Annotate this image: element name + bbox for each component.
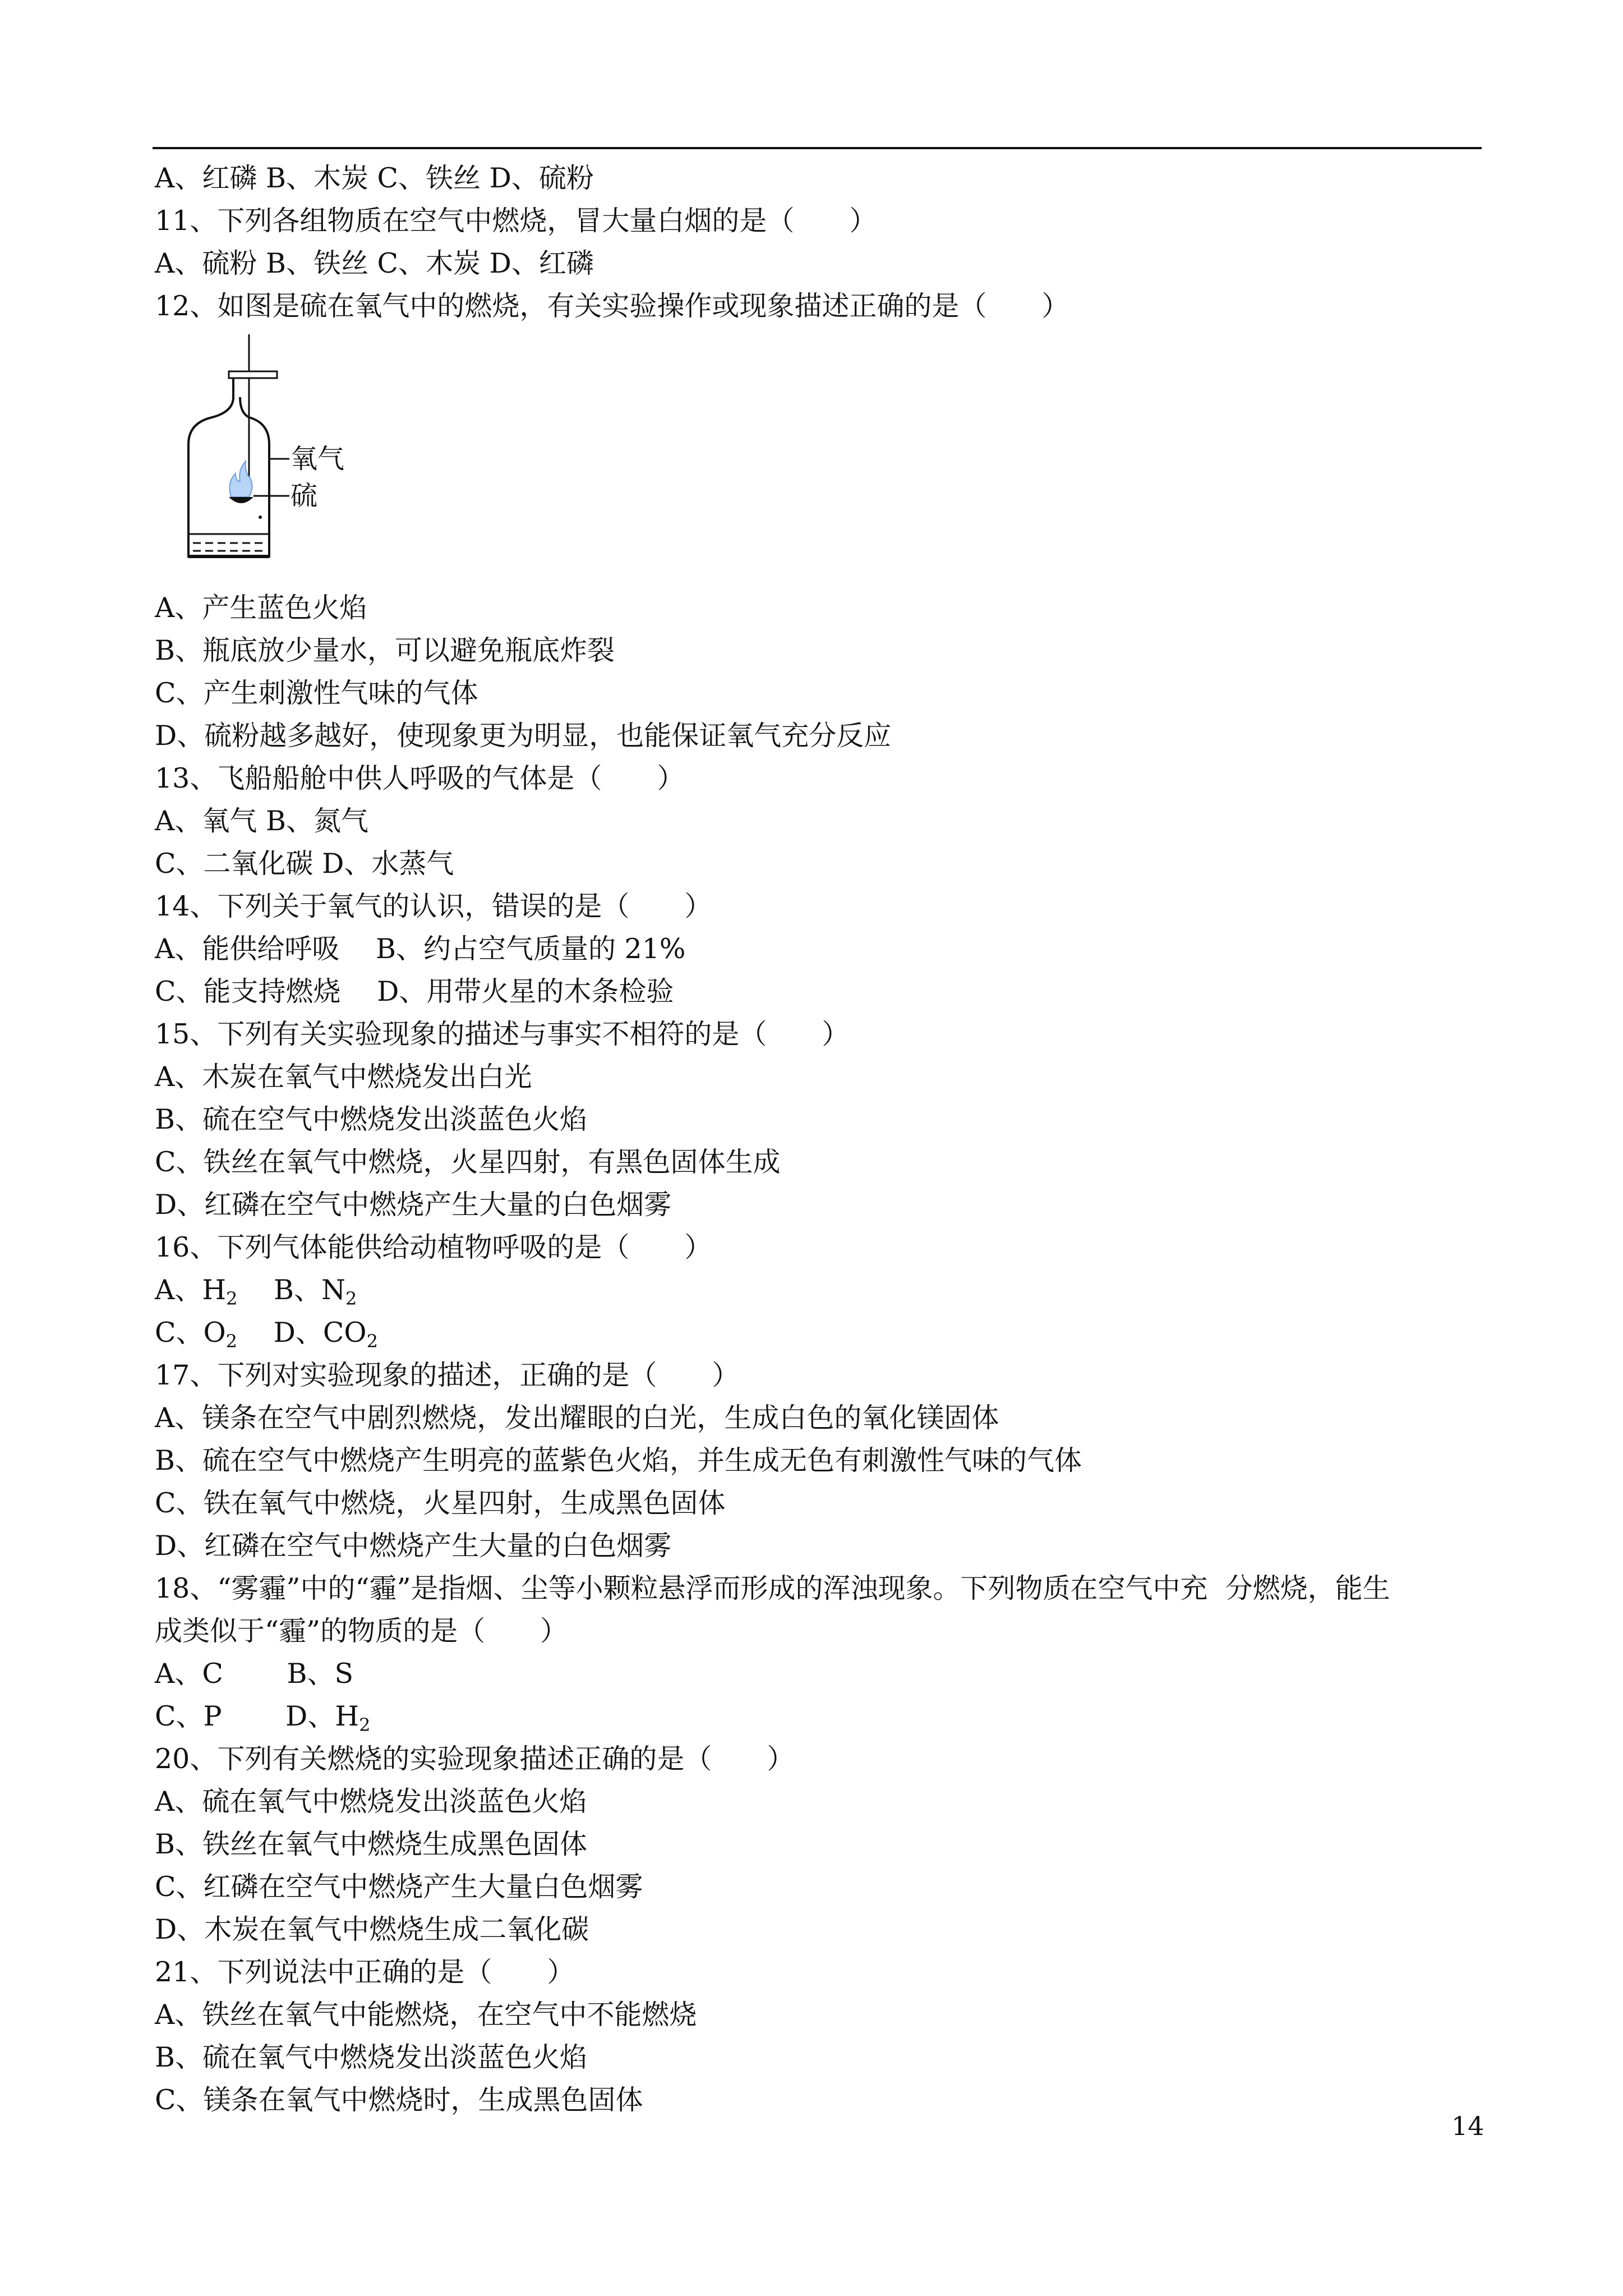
q18-question: 18、“雾霾”中的“霾”是指烟、尘等小颗粒悬浮而形成的浑浊现象。下列物质在空气中充 分燃烧，能生 <box>155 1572 1390 1604</box>
sulfur-combustion-figure <box>179 334 359 567</box>
gas-bottle <box>188 378 269 556</box>
q20-option-a: A、硫在氧气中燃烧发出淡蓝色火焰 <box>155 1786 587 1818</box>
q17-option-b: B、硫在空气中燃烧产生明亮的蓝紫色火焰，并生成无色有刺激性气味的气体 <box>155 1444 1082 1476</box>
q10-options: A、红磷 B、木炭 C、铁丝 D、硫粉 <box>155 162 594 194</box>
q21-option-b: B、硫在氧气中燃烧发出淡蓝色火焰 <box>155 2041 588 2073</box>
q13-options-row1: A、氧气 B、氮气 <box>155 805 368 837</box>
q14-question: 14、下列关于氧气的认识，错误的是（ ） <box>155 890 712 922</box>
spoon-bowl <box>229 497 253 503</box>
q17-option-a: A、镁条在空气中剧烈燃烧，发出耀眼的白光，生成白色的氧化镁固体 <box>155 1402 999 1434</box>
q11-options: A、硫粉 B、铁丝 C、木炭 D、红磷 <box>155 247 594 279</box>
q16-options-row1: A、$H_2$ B、$N_2$ <box>155 1274 357 1309</box>
q20-question: 20、下列有关燃烧的实验现象描述正确的是（ ） <box>155 1743 795 1775</box>
q17-option-c: C、铁在氧气中燃烧，火星四射，生成黑色固体 <box>155 1487 726 1519</box>
q13-options-row2: C、二氧化碳 D、水蒸气 <box>155 848 454 880</box>
q18-options-row2: C、P D、$H_2$ <box>155 1700 371 1736</box>
bottle-stopper <box>229 371 277 378</box>
q17-option-d: D、红磷在空气中燃烧产生大量的白色烟雾 <box>155 1530 672 1562</box>
q18-options-row1: A、C B、S <box>155 1658 354 1690</box>
q12-question: 12、如图是硫在氧气中的燃烧，有关实验操作或现象描述正确的是（ ） <box>155 290 1069 322</box>
q20-option-c: C、红磷在空气中燃烧产生大量白色烟雾 <box>155 1871 643 1903</box>
q14-options-row2: C、能支持燃烧 D、用带火星的木条检验 <box>155 976 674 1007</box>
q16-options-row2: C、$O_2$ D、$CO_2$ <box>155 1317 378 1352</box>
q14-options-row1: A、能供给呼吸 B、约占空气质量的 21% <box>155 933 686 965</box>
q12-option-c: C、产生刺激性气味的气体 <box>155 677 478 709</box>
oxygen-label: 氧气 <box>291 443 345 475</box>
q15-option-b: B、硫在空气中燃烧发出淡蓝色火焰 <box>155 1103 588 1135</box>
header-rule <box>153 147 1482 149</box>
q18-question-cont: 成类似于“霾”的物质的是（ ） <box>155 1615 568 1647</box>
q12-option-b: B、瓶底放少量水，可以避免瓶底炸裂 <box>155 634 615 666</box>
q21-option-a: A、铁丝在氧气中能燃烧，在空气中不能燃烧 <box>155 1999 697 2031</box>
q15-option-c: C、铁丝在氧气中燃烧，火星四射，有黑色固体生成 <box>155 1146 781 1178</box>
q15-option-a: A、木炭在氧气中燃烧发出白光 <box>155 1061 532 1093</box>
q21-question: 21、下列说法中正确的是（ ） <box>155 1956 575 1988</box>
q17-question: 17、下列对实验现象的描述，正确的是（ ） <box>155 1359 740 1391</box>
q15-option-d: D、红磷在空气中燃烧产生大量的白色烟雾 <box>155 1189 672 1221</box>
q13-question: 13、飞船船舱中供人呼吸的气体是（ ） <box>155 762 685 794</box>
q12-option-a: A、产生蓝色火焰 <box>155 592 367 624</box>
q20-option-b: B、铁丝在氧气中燃烧生成黑色固体 <box>155 1828 588 1860</box>
q15-question: 15、下列有关实验现象的描述与事实不相符的是（ ） <box>155 1018 850 1050</box>
q16-question: 16、下列气体能供给动植物呼吸的是（ ） <box>155 1231 712 1263</box>
page-number: 14 <box>1451 2111 1484 2141</box>
sulfur-label: 硫 <box>291 480 318 512</box>
q20-option-d: D、木炭在氧气中燃烧生成二氧化碳 <box>155 1913 589 1945</box>
q12-option-d: D、硫粉越多越好，使现象更为明显，也能保证氧气充分反应 <box>155 720 892 752</box>
q21-option-c: C、镁条在氧气中燃烧时，生成黑色固体 <box>155 2084 643 2116</box>
q11-question: 11、下列各组物质在空气中燃烧，冒大量白烟的是（ ） <box>155 205 877 237</box>
